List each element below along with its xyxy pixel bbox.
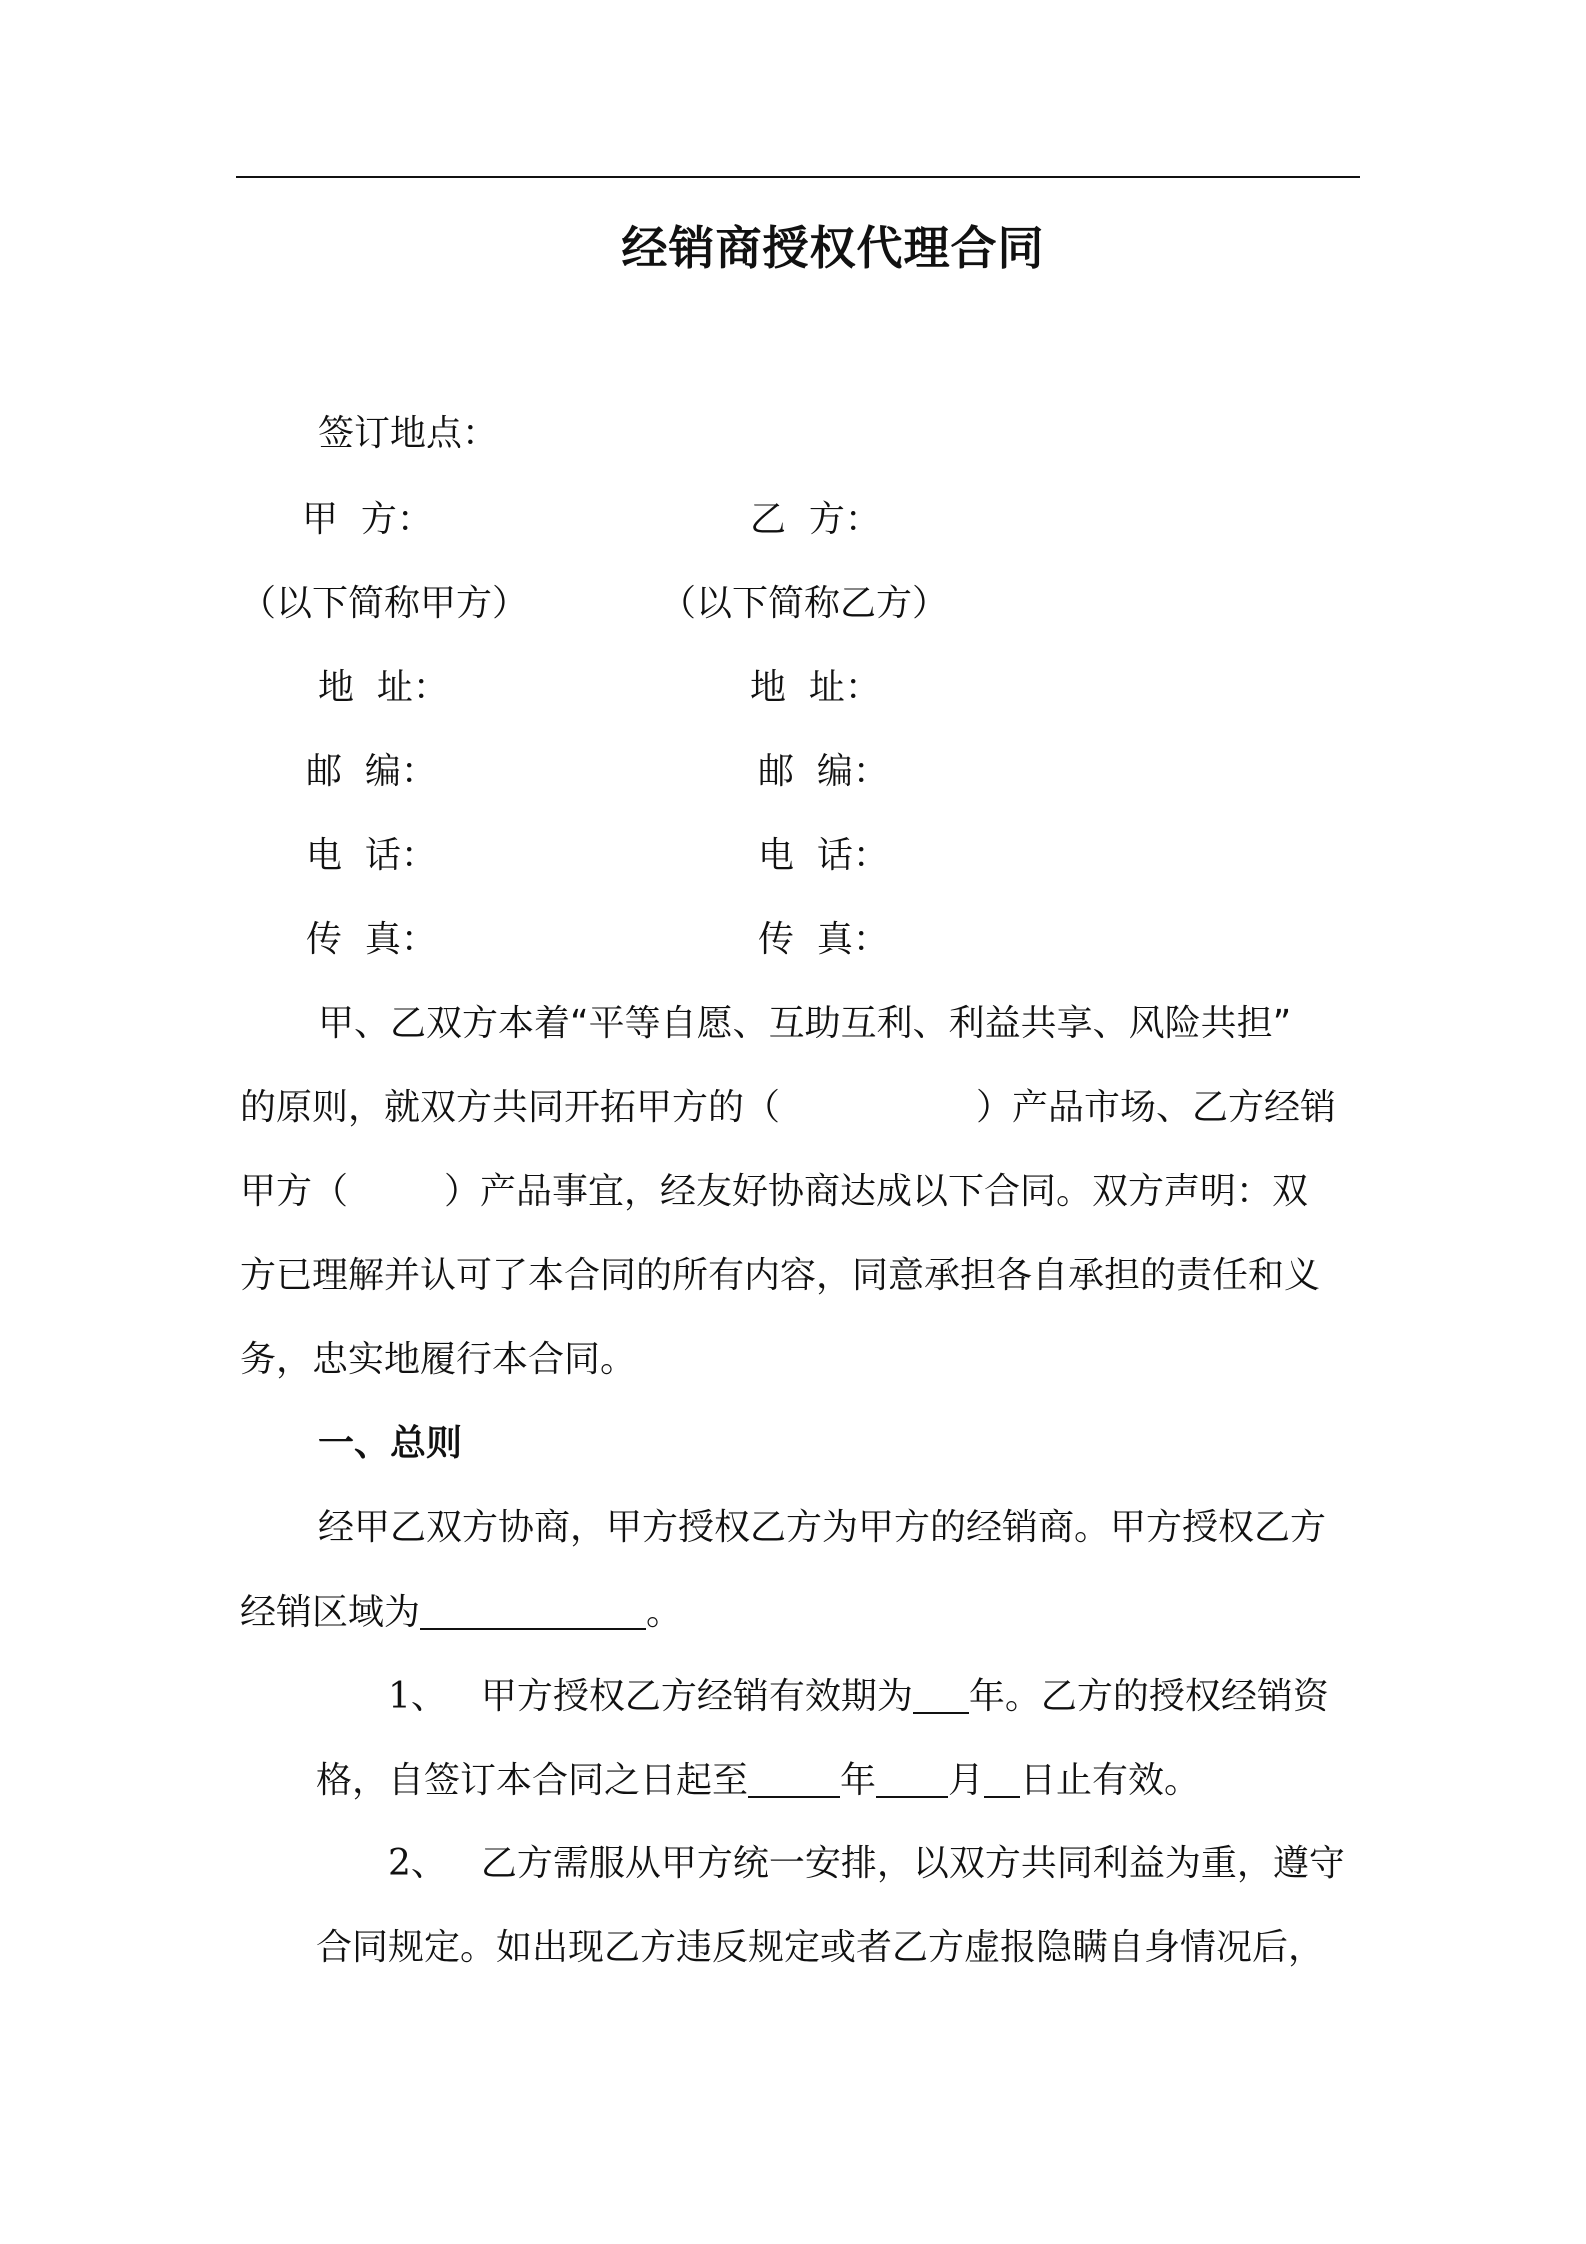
section-1-para-line-2 bbox=[240, 1588, 682, 1637]
section-1-heading: 一、总则 bbox=[318, 1423, 463, 1464]
item-2-text: 乙方需服从甲方统一安排，以双方共同利益为重，遵守 bbox=[480, 1843, 1345, 1884]
header-rule bbox=[236, 176, 1360, 178]
preamble-line-2-start: 的原则，就双方共同开拓甲方的（ bbox=[240, 1087, 781, 1128]
party-a-fax-label: 传 真： bbox=[306, 919, 437, 960]
preamble-line-1: 甲、乙双方本着“平等自愿、互助互利、利益共享、风险共担” bbox=[318, 1003, 1292, 1044]
preamble-line-5: 务，忠实地履行本合同。 bbox=[240, 1339, 637, 1380]
item-1-number: 1、 bbox=[388, 1676, 447, 1717]
party-b-address-label: 地 址： bbox=[750, 667, 881, 708]
item-1-text-a: 甲方授权乙方经销有效期为 bbox=[480, 1676, 913, 1717]
preamble-line-3-end: ）产品事宜，经友好协商达成以下合同。双方声明：双 bbox=[444, 1171, 1309, 1212]
item-1-line-2-b: 年 bbox=[840, 1760, 877, 1801]
signing-place-label: 签订地点： bbox=[318, 413, 499, 454]
years-blank bbox=[913, 1672, 969, 1714]
region-blank bbox=[420, 1588, 646, 1630]
item-1-text-b: 年。乙方的授权经销资 bbox=[968, 1676, 1329, 1717]
item-1-line-1 bbox=[388, 1672, 1329, 1721]
preamble-line-3-start: 甲方（ bbox=[240, 1171, 349, 1212]
section-1-para-line-1: 经甲乙双方协商，甲方授权乙方为甲方的经销商。甲方授权乙方 bbox=[318, 1507, 1327, 1548]
party-a-postcode-label: 邮 编： bbox=[306, 751, 437, 792]
party-b-label: 乙 方： bbox=[750, 499, 881, 540]
preamble-line-3 bbox=[240, 1168, 1308, 1216]
party-b-fax-label: 传 真： bbox=[758, 919, 889, 960]
item-2-line-2: 合同规定。如出现乙方违反规定或者乙方虚报隐瞒自身情况后， bbox=[316, 1927, 1325, 1968]
preamble-line-2-end: ）产品市场、乙方经销 bbox=[976, 1087, 1337, 1128]
item-1-line-2-c: 月 bbox=[948, 1760, 985, 1801]
party-b-phone-label: 电 话： bbox=[758, 835, 889, 876]
item-1-line-2-d: 日止有效。 bbox=[1020, 1760, 1201, 1801]
region-text: 经销区域为 bbox=[240, 1592, 421, 1633]
preamble-line-2 bbox=[240, 1084, 1336, 1132]
party-a-phone-label: 电 话： bbox=[306, 835, 437, 876]
document-title: 经销商授权代理合同 bbox=[621, 221, 1045, 275]
party-b-postcode-label: 邮 编： bbox=[758, 751, 889, 792]
party-a-address-label: 地 址： bbox=[318, 667, 449, 708]
item-1-line-2-a: 格，自签订本合同之日起至 bbox=[316, 1760, 749, 1801]
month-blank bbox=[876, 1756, 948, 1798]
item-2-line-1 bbox=[388, 1840, 1345, 1888]
party-a-abbrev: （以下简称甲方） bbox=[240, 583, 529, 624]
year-blank bbox=[748, 1756, 840, 1798]
item-1-line-2 bbox=[316, 1756, 1200, 1805]
party-b-abbrev: （以下简称乙方） bbox=[660, 583, 949, 624]
day-blank bbox=[984, 1756, 1020, 1798]
region-end: 。 bbox=[646, 1592, 683, 1633]
preamble-line-4: 方已理解并认可了本合同的所有内容，同意承担各自承担的责任和义 bbox=[240, 1255, 1321, 1296]
party-a-label: 甲 方： bbox=[302, 499, 433, 540]
item-2-number: 2、 bbox=[388, 1843, 447, 1884]
